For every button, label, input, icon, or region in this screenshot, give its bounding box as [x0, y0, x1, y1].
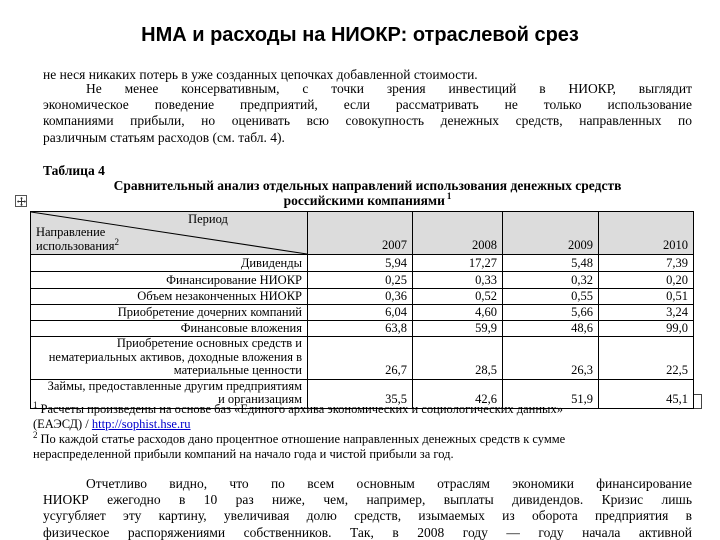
- text-line: не неся никаких потерь в уже созданных цепочках добавленной стоимости.: [43, 67, 478, 82]
- table-cell: 5,94: [308, 255, 413, 272]
- text-line: Не менее консервативным, с точки зрения инвестиций в НИОКР, выглядит: [86, 81, 692, 96]
- table-cell: 5,66: [503, 305, 599, 321]
- row-label: Объем незаконченных НИОКР: [31, 289, 308, 305]
- table-cell: 99,0: [599, 321, 694, 337]
- table-caption-line: российскими компаниями $^1$: [283, 191, 452, 208]
- text-line: различным статьям расходов (см. табл. 4).: [43, 129, 285, 145]
- footnote-2-continued: нераспределенной прибыли компаний на начало года и чистой прибыли за год.: [33, 447, 454, 461]
- corner-label-direction: Направление использования$^2$: [36, 225, 119, 253]
- text-line: компаниями прибыли, но оценивать всю совокупность денежных средств, направленных по: [43, 113, 692, 129]
- text-line: Отчетливо видно, что по всем основным отраслям экономики финансирование: [86, 476, 692, 491]
- text-line: НИОКР ежегодно в 10 раз ниже, чем, например, выплаты дивидендов. Кризис лишь: [43, 492, 692, 508]
- year-column-header: 2010: [599, 212, 694, 255]
- table-cell: 0,32: [503, 272, 599, 289]
- table-resize-handle[interactable]: [694, 394, 702, 409]
- table-cell: 26,3: [503, 337, 599, 380]
- table-cell: 3,24: [599, 305, 694, 321]
- table-number-label: Таблица 4: [43, 163, 105, 178]
- footnote-1: $^1$ Расчеты произведены на основе баз «Единого архива экономических и социологических данных»: [33, 399, 563, 416]
- table-row: [31, 255, 694, 272]
- table-cell: 0,36: [308, 289, 413, 305]
- table-row: [31, 305, 694, 321]
- table-row: [31, 272, 694, 289]
- table-cell: 0,33: [413, 272, 503, 289]
- body-paragraph-intro: [43, 81, 692, 146]
- table-cell: 22,5: [599, 337, 694, 380]
- comparison-table: [30, 211, 694, 409]
- move-cross-icon: [17, 197, 26, 206]
- year-column-header: 2007: [308, 212, 413, 255]
- body-paragraph-closing: [43, 476, 692, 540]
- corner-footnote-ref: 2: [114, 236, 119, 247]
- year-column-header: 2009: [503, 212, 599, 255]
- table-cell: 17,27: [413, 255, 503, 272]
- row-label: Приобретение дочерних компаний: [31, 305, 308, 321]
- row-label: Займы, предоставленные другим предприятиям и организациям: [31, 379, 308, 408]
- table-cell: 0,51: [599, 289, 694, 305]
- table-row: [31, 337, 694, 380]
- caption-footnote-ref: 1: [446, 191, 452, 202]
- footnote-2-marker: 2: [33, 429, 38, 440]
- table-cell: 0,20: [599, 272, 694, 289]
- table-cell: 28,5: [413, 337, 503, 380]
- table-cell: 63,8: [308, 321, 413, 337]
- table-cell: 48,6: [503, 321, 599, 337]
- row-label: Финансовые вложения: [31, 321, 308, 337]
- table-row: [31, 321, 694, 337]
- table-cell: 5,48: [503, 255, 599, 272]
- table-cell: 45,1: [599, 379, 694, 408]
- table-row: [31, 289, 694, 305]
- table-cell: 51,9: [503, 379, 599, 408]
- row-label: Финансирование НИОКР: [31, 272, 308, 289]
- table-caption-line: Сравнительный анализ отдельных направлений использования денежных средств: [113, 178, 622, 193]
- footnote-2: $^2$ По каждой статье расходов дано процентное отношение направленных денежных средств к сумме: [33, 429, 566, 446]
- table-cell: 6,04: [308, 305, 413, 321]
- table-header-row: [31, 212, 694, 255]
- text-line: усугубляет эту картину, увеличивая долю средств, изымаемых из оборота предприятия в: [43, 508, 692, 524]
- page-title: НМА и расходы на НИОКР: отраслевой срез: [141, 24, 579, 46]
- table-cell: 4,60: [413, 305, 503, 321]
- table-cell: 42,6: [413, 379, 503, 408]
- year-column-header: 2008: [413, 212, 503, 255]
- table-cell: 0,55: [503, 289, 599, 305]
- table-cell: 0,25: [308, 272, 413, 289]
- table-corner-cell: [31, 212, 308, 255]
- table-move-handle-icon[interactable]: [15, 195, 27, 207]
- row-label: Приобретение основных средств и нематериальных активов, доходные вложения в материальные ценности: [31, 337, 308, 380]
- table-cell: 7,39: [599, 255, 694, 272]
- text-line: физическое распоряжениями собственников. Так, в 2008 году — году начала активной: [43, 524, 692, 540]
- footnote-1-marker: 1: [33, 399, 38, 410]
- text-line: экономическое поведение предприятий, если рассматривать не только использование: [43, 97, 692, 113]
- footnote-1-continued: (ЕАЭСД) / http://sophist.hse.ru: [33, 417, 191, 431]
- table-caption: [43, 179, 692, 209]
- corner-label-period: Период: [188, 212, 228, 226]
- table-cell: 26,7: [308, 337, 413, 380]
- table-cell: 0,52: [413, 289, 503, 305]
- footnote-link[interactable]: http://sophist.hse.ru: [91, 417, 191, 431]
- row-label: Дивиденды: [31, 255, 308, 272]
- table-cell: 35,5: [308, 379, 413, 408]
- table-cell: 59,9: [413, 321, 503, 337]
